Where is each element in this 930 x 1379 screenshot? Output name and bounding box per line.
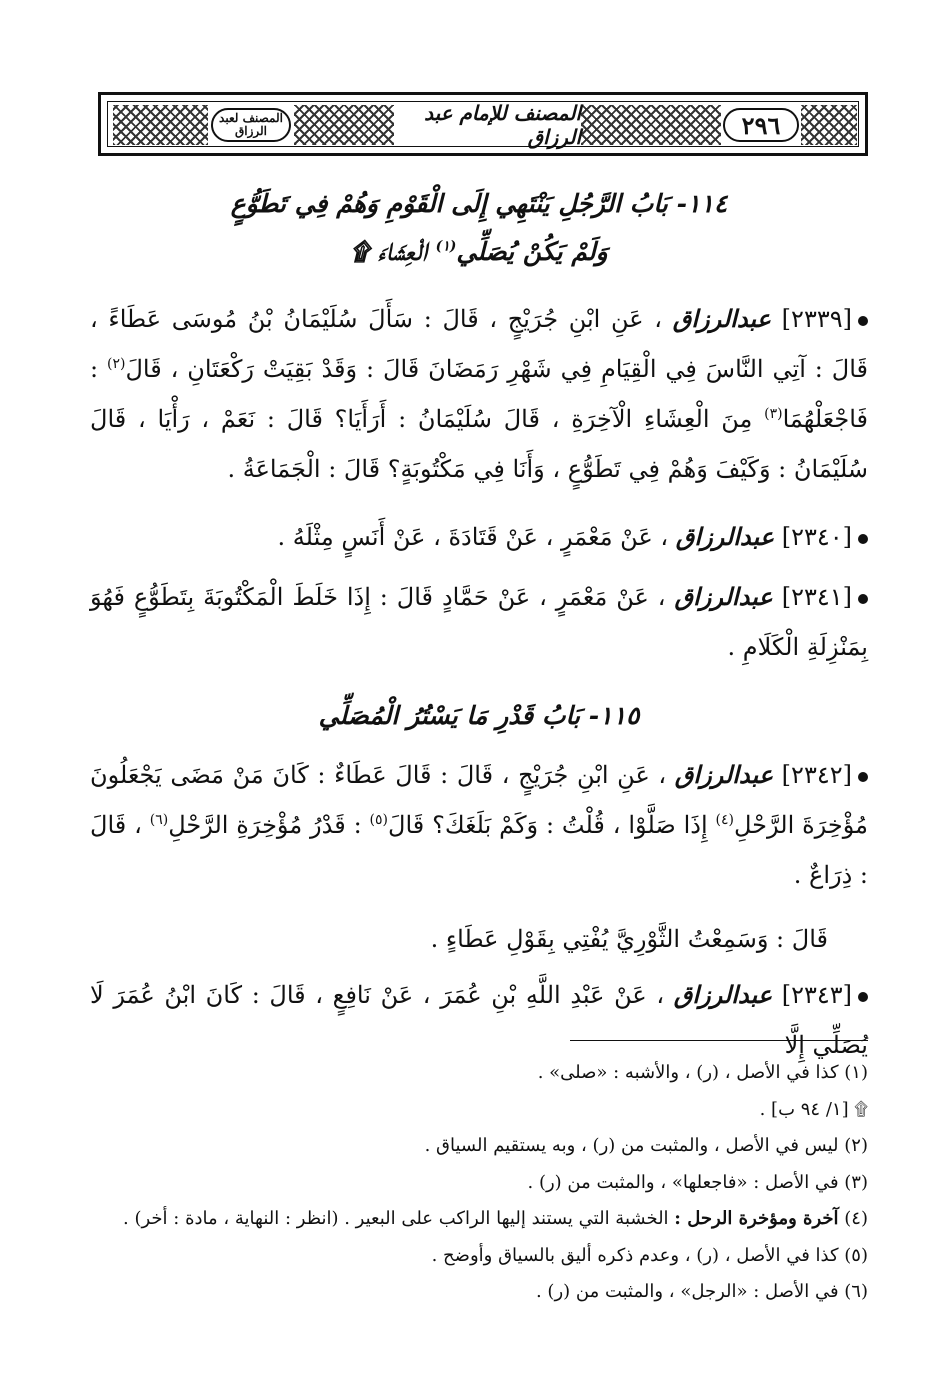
hadith-text: ، عَنِ ابْنِ جُرَيْجٍ ، قَالَ : سَأَلَ سُلَيْمَانُ بْنُ مُوسَى عَطَاءً ، قَالَ : آتِي النَّاسَ فِي الْقِيَامِ فِي شَهْرِ رَمَضَانَ قَالَ : وَقَدْ بَقِيَتْ رَكْعَتَانِ ، قَالَ xyxy=(90,305,868,383)
running-title: المصنف للإمام عبد الرزاق xyxy=(396,109,581,141)
ornament-right xyxy=(801,105,857,145)
narrator-name: عبدالرزاق xyxy=(673,980,773,1009)
section-114-line2 xyxy=(90,228,868,276)
footnote-ref-5: (٥) xyxy=(369,812,389,828)
hadith-text: : قَدْرُ مُؤْخِرَةِ الرَّحْلِ xyxy=(168,811,362,839)
bullet-icon xyxy=(858,772,868,782)
bullet-icon xyxy=(858,992,868,1002)
hadith-2341 xyxy=(90,572,868,672)
footnote-5: (٥) كذا في الأصل ، (ر) ، وعدم ذكره أليق بالسياق وأوضح . xyxy=(431,1244,868,1266)
footnotes xyxy=(90,1055,868,1311)
hadith-text: ، عَنْ مَعْمَرٍ ، عَنْ حَمَّادٍ قَالَ : إِذَا خَلَطَ الْمَكْتُوبَةَ بِتَطَوُّعٍ فَهُوَ بِمَنْزِلَةِ الْكَلَامِ . xyxy=(90,583,868,661)
footnote-ref-1: (١) xyxy=(435,238,457,255)
footnote-folio-mark: ۩ [١/ ٩٤ ب] . xyxy=(759,1098,868,1120)
footnote-ref-3: (٣) xyxy=(764,406,783,422)
narrator-name: عبدالرزاق xyxy=(675,522,775,551)
hadith-number: [٢٣٤٢] xyxy=(781,761,852,789)
footnote-ref-6: (٦) xyxy=(149,812,169,828)
hadith-text: مِنَ الْعِشَاءِ الْآخِرَةِ ، قَالَ سُلَيْمَانُ : أَرَأَيَا؟ قَالَ : نَعَمْ ، رَأْيَا ، قَالَ سُلَيْمَانُ : وَكَيْفَ وَهُمْ فِي تَطَوُّعٍ ، وَأَنَا فِي مَكْتُوبَةٍ؟ قَالَ : الْجَمَاعَةُ . xyxy=(90,405,868,483)
footnote-4-number: (٤) xyxy=(844,1208,868,1229)
narrator-name: عبدالرزاق xyxy=(672,304,771,333)
hadith-2342 xyxy=(90,750,868,900)
hadith-number: [٢٣٤٣] xyxy=(781,981,852,1009)
footnote-2: (٢) ليس في الأصل ، والمثبت من (ر) ، وبه يستقيم السياق . xyxy=(424,1135,868,1156)
hadith-text: قَالَ : وَسَمِعْتُ الثَّوْرِيَّ يُفْتِي بِقَوْلِ عَطَاءٍ . xyxy=(430,925,828,953)
footnote-4-term: آخرة ومؤخرة الرحل : xyxy=(674,1208,839,1229)
section-114-line2-a: وَلَمْ يَكُنْ يُصَلِّي xyxy=(456,237,608,266)
book-logo: المصنف لعبد الرزاق xyxy=(211,108,291,142)
ornament-left xyxy=(113,105,208,145)
bullet-icon xyxy=(858,316,868,326)
hadith-text: إِذَا صَلَّوْا ، قُلْتُ : وَكَمْ بَلَغَكَ؟ قَالَ xyxy=(388,811,708,839)
page-number: ٢٩٦ xyxy=(723,108,799,142)
hadith-text: ، عَنْ عَبْدِ اللَّهِ بْنِ عُمَرَ ، عَنْ نَافِعٍ ، قَالَ : كَانَ ابْنُ عُمَرَ لَا يُصَلِّي إِلَّا xyxy=(90,981,868,1059)
hadith-text: ، قَالَ : ذِرَاعٌ . xyxy=(90,811,868,889)
footnote-1: (١) كذا في الأصل ، (ر) ، والأشبه : «صلى» . xyxy=(537,1062,868,1083)
footnote-4 xyxy=(90,1201,868,1238)
hadith-text: ، عَنِ ابْنِ جُرَيْجٍ ، قَالَ : قَالَ عَطَاءٌ : كَانَ مَنْ مَضَى يَجْعَلُونَ مُؤْخِرَةَ الرَّحْلِ xyxy=(90,761,869,839)
hadith-number: [٢٣٣٩] xyxy=(781,305,852,333)
footnote-6: (٦) في الأصل : «الرجل» ، والمثبت من (ر) . xyxy=(535,1281,868,1302)
hadith-number: [٢٣٤٠] xyxy=(781,523,852,551)
hadith-2339 xyxy=(90,294,868,494)
footnote-ref-2: (٢) xyxy=(107,356,126,372)
section-114-line2-b: الْعِشَاءَ ۩ xyxy=(350,237,427,266)
hadith-2342-addendum xyxy=(90,914,868,964)
section-115-heading: ١١٥- بَابُ قَدْرِ مَا يَسْتُرُ الْمُصَلِّي xyxy=(318,701,640,730)
footnote-ref-4: (٤) xyxy=(715,812,734,828)
hadith-2340 xyxy=(90,512,868,562)
ornament-mid-right xyxy=(581,105,721,145)
hadith-text: ، عَنْ مَعْمَرٍ ، عَنْ قَتَادَةَ ، عَنْ أَنَسٍ مِثْلَهُ . xyxy=(277,523,669,551)
footnote-4-text: الخشبة التي يستند إليها الراكب على البعير . (انظر : النهاية ، مادة : أخر) . xyxy=(123,1208,669,1229)
bullet-icon xyxy=(858,594,868,604)
ornament-mid-left xyxy=(294,105,394,145)
bullet-icon xyxy=(858,534,868,544)
narrator-name: عبدالرزاق xyxy=(674,760,774,789)
page-header xyxy=(98,92,868,156)
narrator-name: عبدالرزاق xyxy=(674,582,773,611)
footnote-divider xyxy=(570,1040,868,1041)
hadith-number: [٢٣٤١] xyxy=(781,583,852,611)
hadith-text: : فَاجْعَلْهُمَا xyxy=(90,355,868,433)
section-114-line1: ١١٤- بَابُ الرَّجُلِ يَنْتَهِي إِلَى الْقَوْمِ وَهُمْ فِي تَطَوُّعٍ xyxy=(230,189,728,218)
footnote-3: (٣) في الأصل : «فاجعلها» ، والمثبت من (ر) . xyxy=(527,1171,868,1193)
section-114-heading xyxy=(90,180,868,276)
